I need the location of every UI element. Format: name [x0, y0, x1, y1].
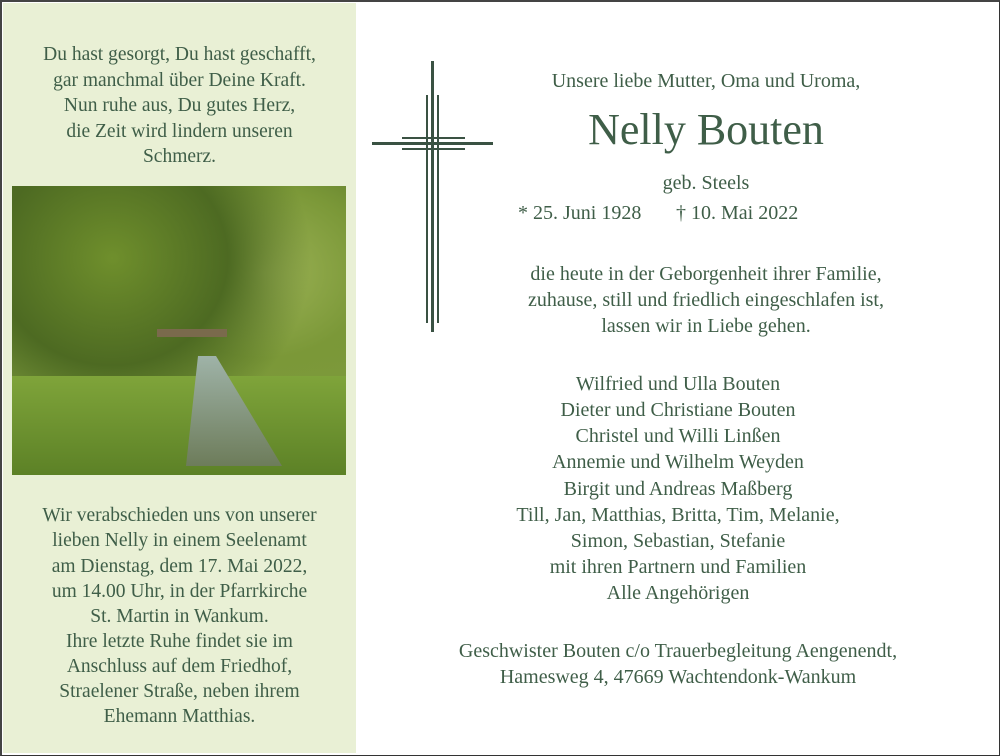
text-line: die heute in der Geborgenheit ihrer Familie, — [530, 263, 882, 285]
funeral-line: Anschluss auf dem Friedhof, — [66, 656, 293, 677]
funeral-line: Wir verabschieden uns von unserer — [42, 505, 317, 526]
funeral-line: lieben Nelly in einem Seelenamt — [52, 530, 307, 551]
mourner: Till, Jan, Matthias, Britta, Tim, Melanie, — [516, 504, 840, 526]
address-line: Geschwister Bouten c/o Trauerbegleitung Aengenendt, — [458, 640, 898, 662]
text-line: lassen wir in Liebe gehen. — [601, 315, 811, 337]
mourner: Christel und Willi Linßen — [575, 425, 781, 447]
poem-line: Du hast gesorgt, Du hast geschafft, — [43, 44, 316, 65]
poem-line: Nun ruhe aus, Du gutes Herz, — [63, 95, 296, 116]
mourner: Birgit und Andreas Maßberg — [563, 478, 793, 500]
deceased-name: Nelly Bouten — [588, 105, 824, 154]
intro: Unsere liebe Mutter, Oma und Uroma, — [551, 70, 861, 92]
mourner: Annemie und Wilhelm Weyden — [552, 451, 804, 473]
mourner: mit ihren Partnern und Familien — [549, 556, 807, 578]
text-line: zuhause, still und friedlich eingeschlafen ist, — [527, 289, 884, 311]
birth-date: * 25. Juni 1928 — [518, 202, 642, 224]
funeral-line: Ehemann Matthias. — [103, 706, 256, 727]
funeral-line: um 14.00 Uhr, in der Pfarrkirche — [51, 581, 308, 602]
address-line: Hamesweg 4, 47669 Wachtendonk-Wankum — [499, 666, 857, 688]
funeral-line: St. Martin in Wankum. — [90, 606, 269, 627]
funeral-line: Ihre letzte Ruhe findet sie im — [66, 631, 293, 652]
mourner: Wilfried und Ulla Bouten — [575, 373, 781, 395]
death-date: † 10. Mai 2022 — [676, 202, 799, 224]
funeral-line: am Dienstag, dem 17. Mai 2022, — [51, 556, 308, 577]
poem-line: die Zeit wird lindern unseren — [66, 121, 293, 142]
maiden-name: geb. Steels — [662, 172, 750, 194]
mourner: Dieter und Christiane Bouten — [560, 399, 796, 421]
mourner: Simon, Sebastian, Stefanie — [570, 530, 786, 552]
funeral-line: Straelener Straße, neben ihrem — [59, 681, 300, 702]
poem-line: gar manchmal über Deine Kraft. — [53, 70, 306, 91]
poem-line: Schmerz. — [142, 146, 217, 167]
mourner: Alle Angehörigen — [606, 582, 750, 604]
